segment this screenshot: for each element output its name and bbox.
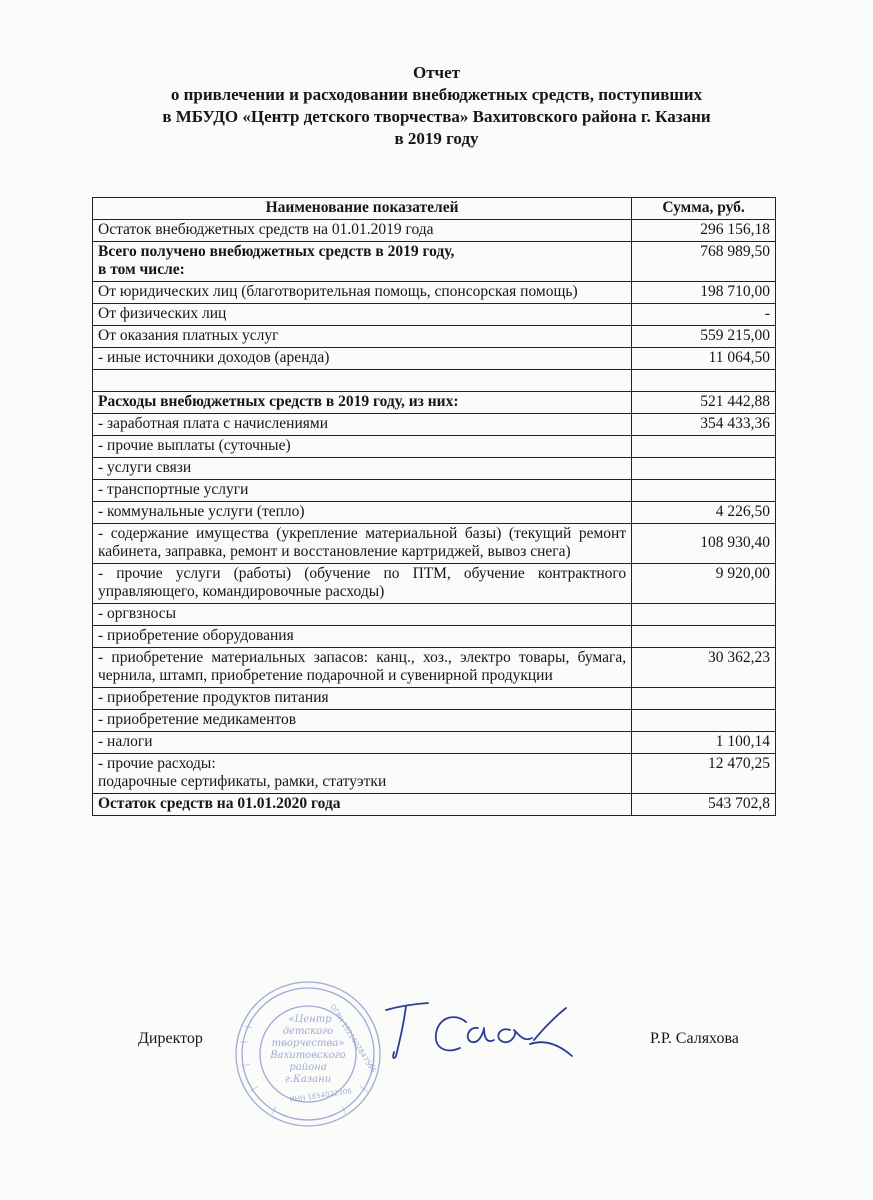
row-label: - приобретение материальных запасов: канц., хоз., электро товары, бумага, чернила, штамп, приобретение подарочной и сувенирной продукции (93, 648, 632, 688)
row-amount: 559 215,00 (632, 326, 776, 348)
table-row (93, 604, 776, 626)
row-amount (632, 480, 776, 502)
row-label: - иные источники доходов (аренда) (93, 348, 632, 370)
table-row (93, 710, 776, 732)
row-label: - прочие выплаты (суточные) (93, 436, 632, 458)
row-label: - налоги (93, 732, 632, 754)
row-label: - заработная плата с начислениями (93, 414, 632, 436)
stamp-line: творчества» (271, 1038, 345, 1049)
table-row (93, 648, 776, 688)
row-label: - транспортные услуги (93, 480, 632, 502)
column-header-indicator: Наименование показателей (93, 198, 632, 220)
row-label: От физических лиц (93, 304, 632, 326)
row-label: - прочие услуги (работы) (обучение по ПТМ, обучение контрактного управляющего, командировочные расходы) (93, 564, 632, 604)
table-row (93, 304, 776, 326)
table-row (93, 242, 776, 282)
row-label: От оказания платных услуг (93, 326, 632, 348)
row-amount (632, 370, 776, 392)
row-amount: 30 362,23 (632, 648, 776, 688)
title-line: Отчет (412, 63, 461, 82)
stamp-line: детского (282, 1026, 334, 1037)
table-row (93, 564, 776, 604)
row-amount: 9 920,00 (632, 564, 776, 604)
row-amount: - (632, 304, 776, 326)
table-row (93, 348, 776, 370)
row-label: - содержание имущества (укрепление материальной базы) (текущий ремонт кабинета, заправка, ремонт и восстановление картриджей, вывоз снега) (93, 524, 632, 564)
row-label: Расходы внебюджетных средств в 2019 году, из них: (93, 392, 632, 414)
row-label: - приобретение продуктов питания (93, 688, 632, 710)
row-amount (632, 604, 776, 626)
official-stamp (232, 978, 384, 1130)
row-amount: 11 064,50 (632, 348, 776, 370)
stamp-inn: ИНН 1654022306 (289, 1087, 353, 1104)
row-label: - услуги связи (93, 458, 632, 480)
table-row (93, 688, 776, 710)
director-signature (380, 1000, 580, 1070)
table-header-row (93, 198, 776, 220)
table-row (93, 414, 776, 436)
row-label (93, 370, 632, 392)
stamp-ogrn: ОГРН 1021602847596 (328, 1002, 378, 1075)
row-amount: 296 156,18 (632, 220, 776, 242)
signature-position: Директор (138, 1030, 203, 1047)
row-amount: 543 702,8 (632, 794, 776, 816)
row-amount (632, 626, 776, 648)
row-label: - приобретение медикаментов (93, 710, 632, 732)
row-label: Остаток средств на 01.01.2020 года (93, 794, 632, 816)
row-label-line: - прочие расходы: подарочные сертификаты, рамки, статуэтки (98, 755, 387, 790)
table-row (93, 282, 776, 304)
table-row (93, 458, 776, 480)
row-amount: 521 442,88 (632, 392, 776, 414)
row-amount: 12 470,25 (632, 754, 776, 794)
title-line: в МБУДО «Центр детского творчества» Вахитовского района г. Казани (162, 107, 711, 126)
table-row (93, 392, 776, 414)
row-label: - приобретение оборудования (93, 626, 632, 648)
title-line: в 2019 году (394, 129, 479, 148)
row-amount (632, 688, 776, 710)
stamp-line: г.Казани (284, 1074, 332, 1085)
row-label: - коммунальные услуги (тепло) (93, 502, 632, 524)
stamp-line: «Центр (288, 1014, 332, 1025)
table-row (93, 220, 776, 242)
row-label: Остаток внебюджетных средств на 01.01.2019 года (93, 220, 632, 242)
table-row (93, 626, 776, 648)
row-amount: 768 989,50 (632, 242, 776, 282)
table-row-total (93, 794, 776, 816)
row-label (93, 754, 632, 794)
row-amount: 1 100,14 (632, 732, 776, 754)
table-row (93, 754, 776, 794)
row-label: От юридических лиц (благотворительная помощь, спонсорская помощь) (93, 282, 632, 304)
stamp-line: Вахитовского (270, 1050, 346, 1061)
table-row-empty (93, 370, 776, 392)
row-amount: 108 930,40 (632, 524, 776, 564)
table-row (93, 480, 776, 502)
row-amount: 354 433,36 (632, 414, 776, 436)
report-title (0, 62, 873, 150)
title-line: о привлечении и расходовании внебюджетных средств, поступивших (170, 85, 703, 104)
column-header-amount: Сумма, руб. (632, 198, 776, 220)
row-amount (632, 710, 776, 732)
stamp-line: района (289, 1062, 327, 1073)
row-amount: 4 226,50 (632, 502, 776, 524)
signature-name: Р.Р. Саляхова (650, 1030, 739, 1047)
table-row (93, 436, 776, 458)
table-row (93, 524, 776, 564)
row-amount (632, 458, 776, 480)
report-table (92, 197, 776, 816)
row-amount (632, 436, 776, 458)
row-amount: 198 710,00 (632, 282, 776, 304)
row-label (93, 242, 632, 282)
row-label-line: Всего получено внебюджетных средств в 2019 году, в том числе: (98, 243, 455, 278)
table-row (93, 326, 776, 348)
table-row (93, 732, 776, 754)
table-row (93, 502, 776, 524)
row-label: - оргвзносы (93, 604, 632, 626)
